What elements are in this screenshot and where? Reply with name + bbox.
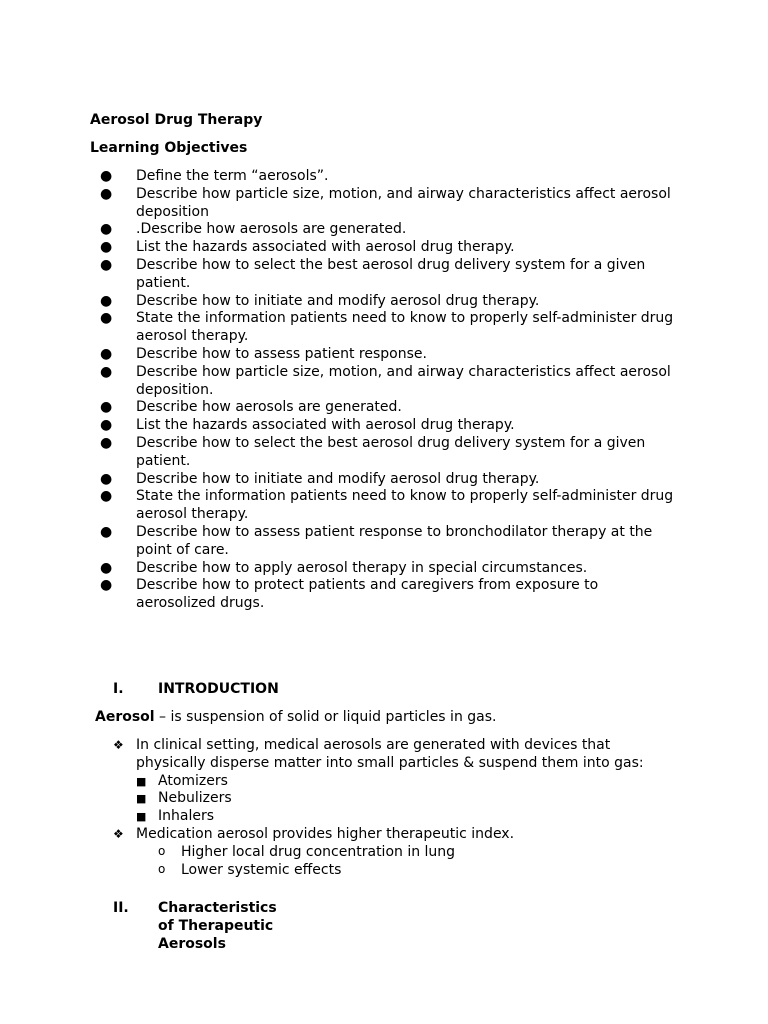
objective-item [0, 399, 681, 417]
objective-item [0, 293, 681, 311]
bullet-icon: ● [100, 363, 113, 380]
bullet-icon: ● [100, 221, 113, 238]
list-item [136, 844, 681, 862]
benefit-text: Lower systemic effects [181, 861, 342, 878]
circle-bullet-icon: o [158, 843, 166, 858]
document-title: Aerosol Drug Therapy [90, 112, 263, 128]
objective-text: Describe how to select the best aerosol drug delivery system for a given patient. [136, 434, 646, 469]
diamond-bullet-icon: ❖ [113, 738, 124, 752]
section-number: II. [113, 900, 129, 916]
list-item [136, 773, 681, 791]
device-name: Nebulizers [158, 790, 232, 807]
objectives-list [0, 168, 700, 613]
objective-text: List the hazards associated with aerosol drug therapy. [136, 417, 515, 434]
objective-text: Describe how aerosols are generated. [136, 399, 402, 416]
list-item [136, 862, 681, 880]
objective-item [0, 221, 681, 239]
bullet-icon: ● [100, 345, 113, 362]
objective-text: Describe how to protect patients and caregivers from exposure to aerosolized drugs. [136, 577, 599, 612]
objective-item [0, 577, 681, 613]
objective-item [0, 560, 681, 578]
objective-text: Describe how particle size, motion, and airway characteristics affect aerosol deposition [136, 185, 671, 220]
point-text: In clinical setting, medical aerosols are generated with devices that physically disperse matter into small particles & suspend them into gas: [136, 737, 644, 771]
list-item [0, 737, 681, 826]
diamond-bullet-icon: ❖ [113, 826, 124, 841]
benefit-text: Higher local drug concentration in lung [181, 843, 456, 860]
objective-item [0, 257, 681, 293]
bullet-icon: ● [100, 256, 113, 273]
bullet-icon: ● [100, 399, 113, 416]
objective-item [0, 186, 681, 222]
point-text: Medication aerosol provides higher therapeutic index. [136, 825, 515, 842]
objective-item [0, 417, 681, 435]
objective-text: Describe how to assess patient response to bronchodilator therapy at the point of care. [136, 523, 653, 558]
objective-text: Describe how to initiate and modify aerosol drug therapy. [136, 470, 540, 487]
bullet-icon: ● [100, 292, 113, 309]
bullet-icon: ● [100, 168, 113, 184]
bullet-icon: ● [100, 239, 113, 256]
section-title: INTRODUCTION [158, 681, 279, 697]
bullet-icon: ● [100, 434, 113, 451]
device-name: Inhalers [158, 808, 215, 825]
objective-item [0, 488, 681, 524]
objective-item [0, 435, 681, 471]
bullet-icon: ● [100, 488, 113, 505]
objective-item [0, 524, 681, 560]
objective-text: State the information patients need to know to properly self-administer drug aerosol therapy. [136, 310, 674, 345]
objective-text: Describe how to apply aerosol therapy in special circumstances. [136, 559, 588, 576]
definition-text: – is suspension of solid or liquid particles in gas. [154, 709, 497, 725]
list-item [0, 826, 681, 879]
objective-item [0, 364, 681, 400]
device-list [136, 773, 681, 826]
introduction-points [0, 737, 700, 879]
aerosol-definition [95, 709, 496, 727]
circle-bullet-icon: o [158, 861, 166, 876]
objective-item [0, 168, 681, 186]
bullet-icon: ● [100, 470, 113, 487]
objective-item [0, 471, 681, 489]
objective-item [0, 239, 681, 257]
section-number: I. [113, 681, 124, 697]
objective-text: Describe how to initiate and modify aerosol drug therapy. [136, 292, 540, 309]
bullet-icon: ● [100, 559, 113, 576]
definition-term: Aerosol [95, 709, 155, 725]
objective-text: Describe how to assess patient response. [136, 345, 427, 362]
bullet-icon: ● [100, 185, 113, 202]
objective-item [0, 310, 681, 346]
benefit-list [136, 844, 681, 880]
objective-item [0, 346, 681, 364]
objective-text: State the information patients need to know to properly self-administer drug aerosol therapy. [136, 488, 674, 523]
bullet-icon: ● [100, 310, 113, 327]
bullet-icon: ● [100, 417, 113, 434]
list-item [136, 790, 681, 808]
objective-text: Describe how particle size, motion, and airway characteristics affect aerosol deposition. [136, 363, 671, 398]
section-title: Characteristics of Therapeutic Aerosols [158, 900, 277, 952]
objective-text: .Describe how aerosols are generated. [136, 221, 407, 238]
learning-objectives-heading: Learning Objectives [90, 140, 248, 156]
bullet-icon: ● [100, 523, 113, 540]
square-bullet-icon: ■ [136, 774, 147, 788]
objective-text: List the hazards associated with aerosol drug therapy. [136, 239, 515, 256]
list-item [136, 808, 681, 826]
device-name: Atomizers [158, 772, 228, 789]
square-bullet-icon: ■ [136, 792, 147, 806]
bullet-icon: ● [100, 577, 113, 594]
objective-text: Define the term “aerosols”. [136, 168, 329, 184]
objective-text: Describe how to select the best aerosol drug delivery system for a given patient. [136, 256, 646, 291]
square-bullet-icon: ■ [136, 810, 147, 824]
